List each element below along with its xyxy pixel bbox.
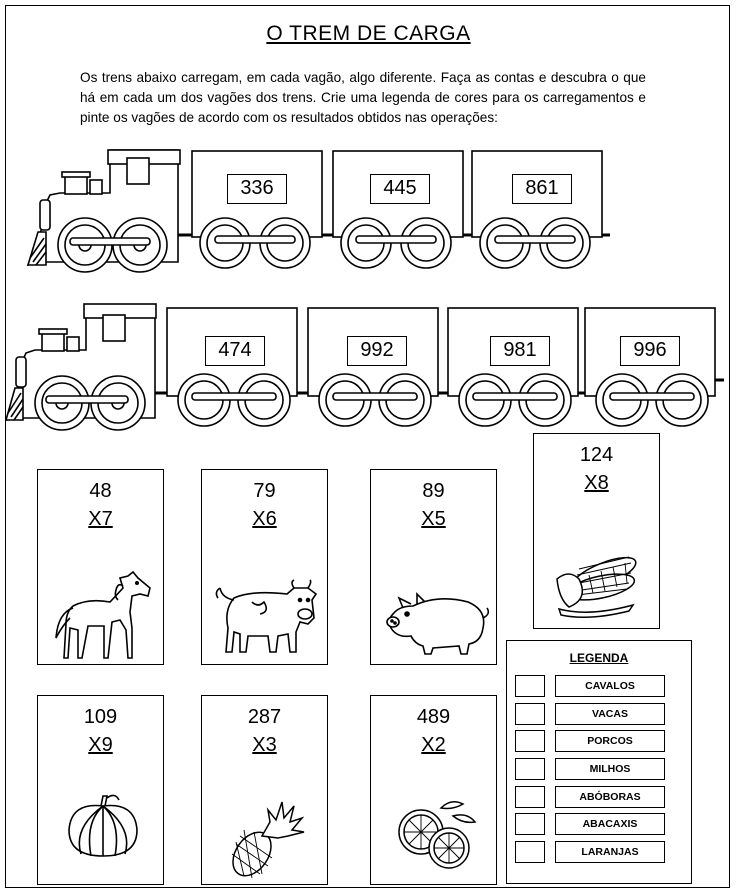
orange-icon xyxy=(391,796,481,876)
train-2-wagon-4-number: 996 xyxy=(620,336,680,366)
legend-label: ABACAXIS xyxy=(555,813,665,835)
train-2-wagon-1-number: 474 xyxy=(205,336,265,366)
instructions-text: Os trens abaixo carregam, em cada vagão, algo diferente. Faça as contas e descubra o que há em cada um dos vagões dos trens. Crie uma legenda de cores para os carregamentos e pinte os vagões de acordo com os resultados obtidos nas operações: xyxy=(80,70,646,125)
train-1-wagon-2-number: 445 xyxy=(370,174,430,204)
card-number: 89 xyxy=(422,480,445,502)
card-orange xyxy=(370,695,497,885)
legend-color-swatch[interactable] xyxy=(515,813,545,835)
card-number: 124 xyxy=(579,444,614,466)
legend-row-laranjas xyxy=(513,841,663,865)
card-multiplier: X8 xyxy=(584,472,609,494)
legend-title: LEGENDA xyxy=(569,651,629,665)
card-number: 79 xyxy=(253,480,276,502)
horse-icon xyxy=(48,568,158,663)
card-horse xyxy=(37,469,164,665)
card-pumpkin xyxy=(37,695,164,885)
card-multiplier: X5 xyxy=(421,508,446,530)
card-multiplier: X7 xyxy=(88,508,113,530)
legend-panel xyxy=(506,640,692,884)
legend-color-swatch[interactable] xyxy=(515,841,545,863)
card-multiplier: X3 xyxy=(252,734,277,756)
card-multiplier: X6 xyxy=(252,508,277,530)
legend-color-swatch[interactable] xyxy=(515,703,545,725)
train-1-wagons xyxy=(192,151,610,268)
card-cow xyxy=(201,469,328,665)
legend-label: MILHOS xyxy=(555,758,665,780)
locomotive-1-icon xyxy=(28,150,192,272)
legend-label: VACAS xyxy=(555,703,665,725)
cow-icon xyxy=(212,578,322,663)
legend-row-cavalos xyxy=(513,675,663,699)
legend-row-abacaxis xyxy=(513,813,663,837)
legend-color-swatch[interactable] xyxy=(515,675,545,697)
card-number: 109 xyxy=(83,706,118,728)
card-pig xyxy=(370,469,497,665)
legend-label: CAVALOS xyxy=(555,675,665,697)
card-number: 287 xyxy=(247,706,282,728)
card-number: 489 xyxy=(416,706,451,728)
card-multiplier: X2 xyxy=(421,734,446,756)
legend-label: ABÓBORAS xyxy=(555,786,665,808)
train-1-wagon-3-number: 861 xyxy=(512,174,572,204)
pineapple-icon xyxy=(222,792,312,882)
card-pineapple xyxy=(201,695,328,885)
legend-label: PORCOS xyxy=(555,730,665,752)
train-1-wagon-1-number: 336 xyxy=(227,174,287,204)
legend-label: LARANJAS xyxy=(555,841,665,863)
corn-icon xyxy=(549,539,649,619)
locomotive-2-icon xyxy=(6,304,168,430)
legend-color-swatch[interactable] xyxy=(515,758,545,780)
legend-row-porcos xyxy=(513,730,663,754)
legend-row-aboboras xyxy=(513,786,663,810)
legend-color-swatch[interactable] xyxy=(515,730,545,752)
page-title: O TREM DE CARGA xyxy=(266,22,471,45)
card-number: 48 xyxy=(89,480,112,502)
train-2-wagon-2-number: 992 xyxy=(347,336,407,366)
card-multiplier: X9 xyxy=(88,734,113,756)
train-2-wagons xyxy=(167,308,724,426)
pig-icon xyxy=(383,588,493,658)
legend-row-vacas xyxy=(513,703,663,727)
pumpkin-icon xyxy=(63,792,143,862)
train-2-wagon-3-number: 981 xyxy=(490,336,550,366)
legend-row-milhos xyxy=(513,758,663,782)
legend-color-swatch[interactable] xyxy=(515,786,545,808)
card-corn xyxy=(533,433,660,629)
